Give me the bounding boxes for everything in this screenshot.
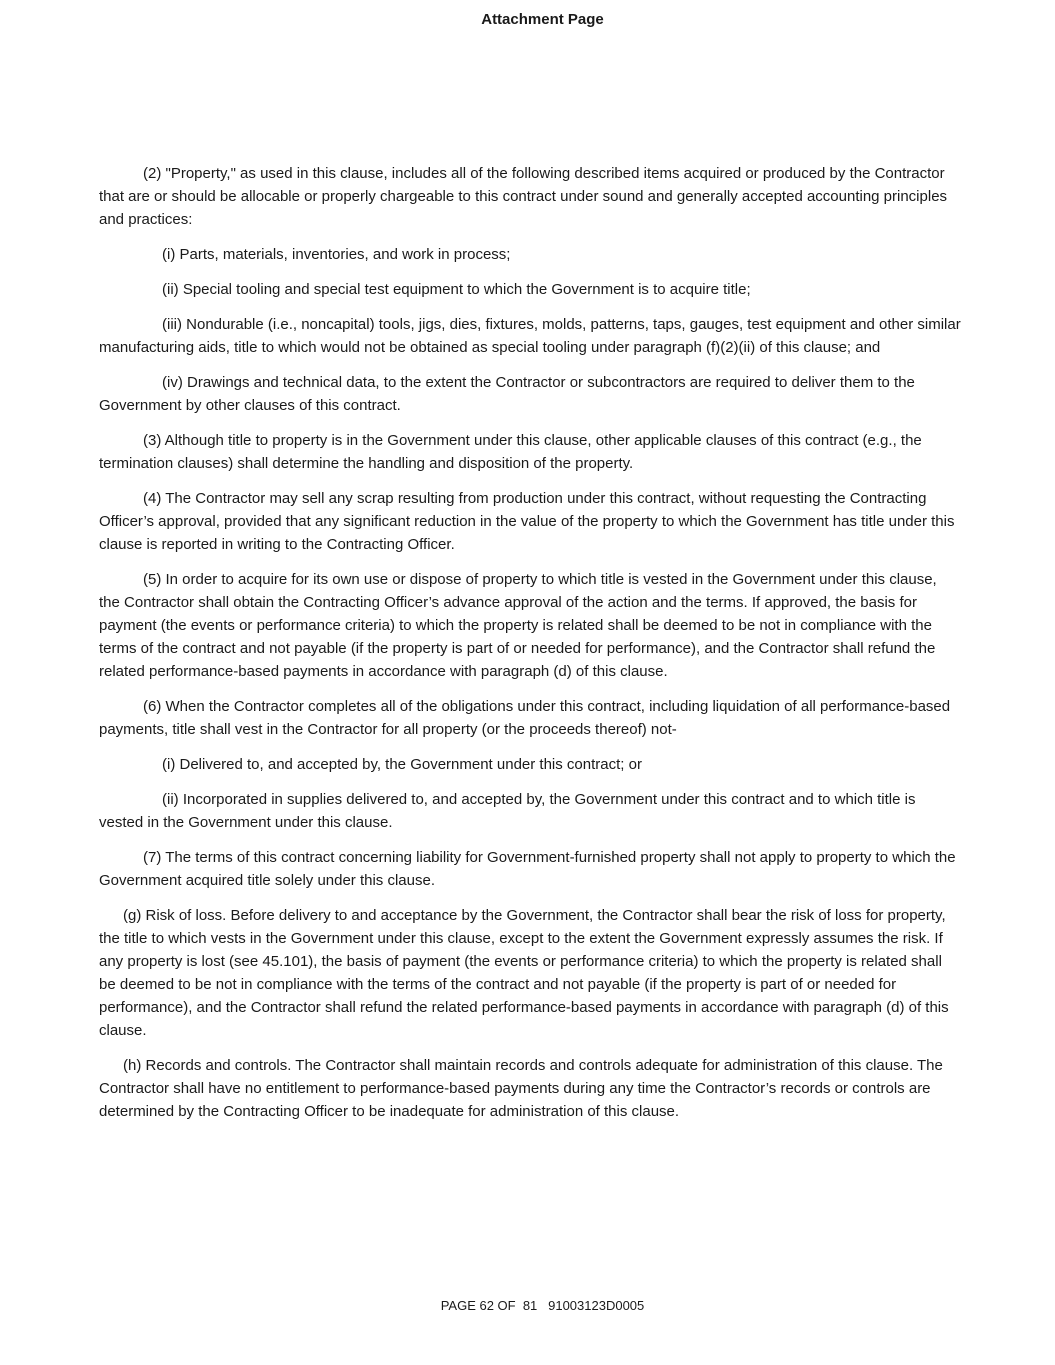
document-body — [99, 162, 961, 1135]
paragraph-f7-liability: (7) The terms of this contract concerning liability for Government-furnished property shall not apply to property to which the Government acquired title solely under this clause. — [99, 849, 956, 889]
paragraph-f2iv-drawings: (iv) Drawings and technical data, to the extent the Contractor or subcontractors are required to deliver them to the Government by other clauses of this contract. — [99, 374, 915, 414]
paragraph-h-records-controls: (h) Records and controls. The Contractor shall maintain records and controls adequate for administration of this clause. The Contractor shall have no entitlement to performance-based payments during any time the Contractor’s records or controls are determined by the Contracting Officer to be inadequate for administration of this clause. — [99, 1057, 943, 1120]
paragraph-g-risk-of-loss: (g) Risk of loss. Before delivery to and acceptance by the Government, the Contractor shall bear the risk of loss for property, the title to which vests in the Government under this clause, except to the extent the Government expressly assumes the risk. If any property is lost (see 45.101), the basis of payment (the events or performance criteria) to which the property is related shall be deemed to be not in compliance with the terms of the contract and not payable (if the property is part of or needed for performance), and the Contractor shall refund the related performance-based payments in accordance with paragraph (d) of this clause. — [99, 907, 949, 1039]
paragraph-f2-property-definition: (2) "Property," as used in this clause, includes all of the following described items acquired or produced by the Contractor that are or should be allocable or properly chargeable to this contract under sound and generally accepted accounting principles and practices: — [99, 165, 948, 228]
paragraph-f6i-delivered: (i) Delivered to, and accepted by, the Government under this contract; or — [162, 756, 642, 773]
paragraph-f5-acquire-dispose: (5) In order to acquire for its own use or dispose of property to which title is vested in the Government under this clause, the Contractor shall obtain the Contracting Officer’s advance approval of the action and the terms. If approved, the basis for payment (the events or performance criteria) to which the property is related shall be deemed to be not in compliance with the terms of the contract and not payable (if the property is part of or needed for performance), and the Contractor shall refund the related performance-based payments in accordance with paragraph (d) of this clause. — [99, 571, 937, 680]
paragraph-f2ii-special-tooling: (ii) Special tooling and special test equipment to which the Government is to acquire title; — [162, 281, 751, 298]
paragraph-f3-title: (3) Although title to property is in the Government under this clause, other applicable clauses of this contract (e.g., the termination clauses) shall determine the handling and disposition of the property. — [99, 432, 922, 472]
paragraph-f6-completion: (6) When the Contractor completes all of the obligations under this contract, including liquidation of all performance-based payments, title shall vest in the Contractor for all property (or the proceeds thereof) not- — [99, 698, 951, 738]
paragraph-f6ii-incorporated: (ii) Incorporated in supplies delivered to, and accepted by, the Government under this contract and to which title is vested in the Government under this clause. — [99, 791, 916, 831]
page-footer: PAGE 62 OF 81 91003123D0005 — [440, 1298, 645, 1313]
page-header-title: Attachment Page — [481, 11, 604, 28]
paragraph-f2i-parts: (i) Parts, materials, inventories, and work in process; — [162, 246, 511, 263]
paragraph-f4-scrap: (4) The Contractor may sell any scrap resulting from production under this contract, without requesting the Contracting Officer’s approval, provided that any significant reduction in the value of the property to which the Government has title under this clause is reported in writing to the Contracting Officer. — [99, 490, 955, 553]
paragraph-f2iii-nondurable-tools: (iii) Nondurable (i.e., noncapital) tools, jigs, dies, fixtures, molds, patterns, taps, gauges, test equipment and other similar manufacturing aids, title to which would not be obtained as special tooling under paragraph (f)(2)(ii) of this clause; and — [99, 316, 961, 356]
